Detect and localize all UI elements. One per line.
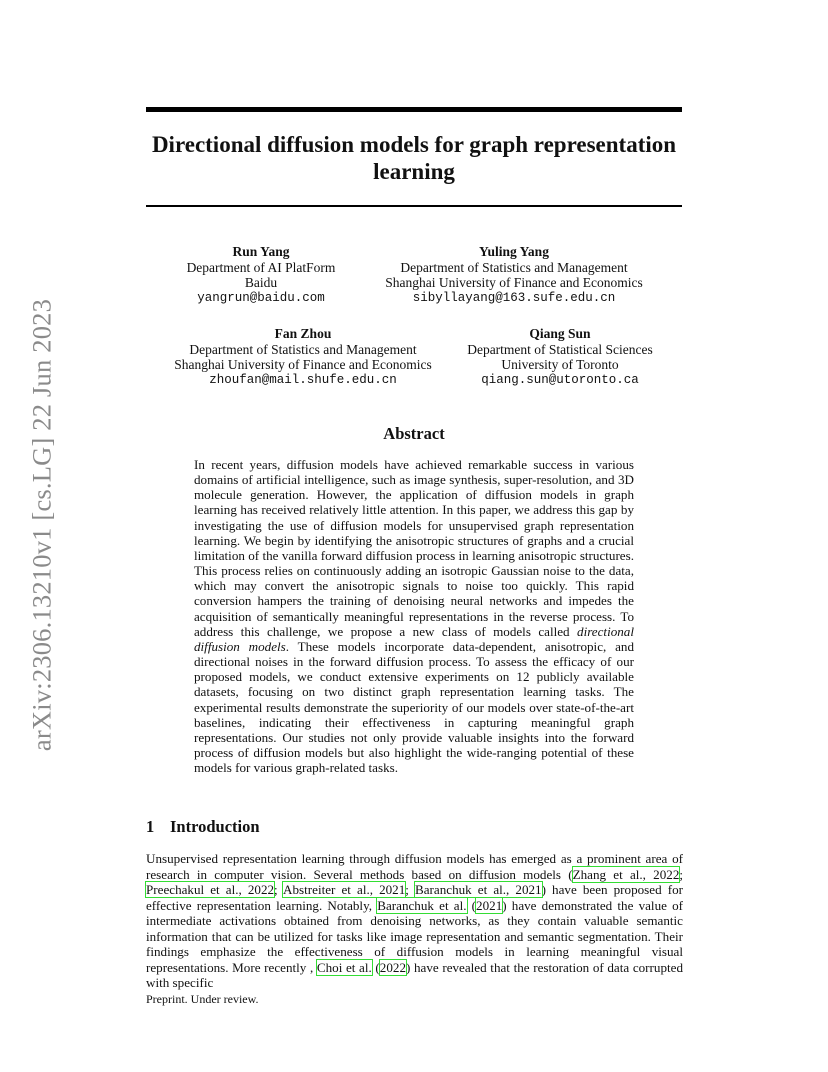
author-name: Run Yang — [232, 244, 290, 259]
intro-text: ) have revealed that the restoration of data corrupted with specific — [146, 959, 683, 990]
intro-paragraph — [146, 851, 683, 991]
paper-title: Directional diffusion models for graph representation learning — [151, 132, 677, 184]
author-institution: Shanghai University of Finance and Economics — [385, 275, 643, 290]
author-institution: Baidu — [244, 275, 278, 290]
footer-note: Preprint. Under review. — [146, 992, 259, 1006]
author-affiliation: Department of AI PlatForm — [186, 259, 336, 275]
author-email[interactable]: sibyllayang@163.sufe.edu.cn — [412, 290, 616, 305]
citation-link[interactable]: Zhang et al., 2022 — [572, 866, 680, 882]
author-email[interactable]: qiang.sun@utoronto.ca — [481, 372, 639, 387]
arxiv-side-stamp: arXiv:2306.13210v1 [cs.LG] 22 Jun 2023 — [26, 298, 57, 752]
author-affiliation: Department of Statistical Sciences — [467, 341, 653, 357]
citation-link[interactable]: Abstreiter et al., 2021 — [283, 882, 406, 897]
citation-link[interactable]: 2022 — [379, 959, 406, 975]
intro-text: Unsupervised representation learning through diffusion models has emerged as a prominent area of research in computer vision. Several methods based on diffusion models ( — [146, 851, 683, 882]
abstract-text: . These models incorporate data-dependent, anisotropic, and directional noises in the forward diffusion process. To assess the efficacy of our proposed models, we conduct extensive experiments on 12 publicly available datasets, focusing on two distinct graph representation learning tasks. The experimental results demonstrate the superiority of our models over state-of-the-art baselines, indicating their effectiveness in capturing meaningful graph representations. Our studies not only provide valuable insights into the forward process of diffusion models but also highlight the wide-ranging potential of these models for various graph-related tasks. — [194, 638, 634, 776]
citation-link[interactable]: Baranchuk et al., 2021 — [415, 882, 542, 897]
abstract-emphasis: directional diffusion models — [194, 623, 634, 654]
author-block — [370, 244, 658, 306]
author-block — [446, 326, 674, 388]
author-block — [160, 326, 446, 388]
author-name: Yuling Yang — [479, 244, 549, 259]
author-institution: University of Toronto — [501, 357, 619, 372]
citation-link[interactable]: Baranchuk et al. — [377, 897, 467, 913]
intro-text: ( — [371, 959, 380, 975]
author-email[interactable]: zhoufan@mail.shufe.edu.cn — [209, 372, 397, 387]
intro-text: ; — [679, 866, 684, 882]
author-affiliation: Department of Statistics and Management — [400, 259, 628, 275]
intro-text: ; — [274, 882, 284, 897]
section-number: 1 — [146, 817, 155, 836]
intro-text: ) have demonstrated the value of intermediate activations obtained from denoising networks, as they contain valuable semantic information that can be utilized for tasks like image representation and semantic segmentation. Their findings emphasize the effectiveness of diffusion models in learning meaningful visual representations. More recently , — [146, 897, 684, 975]
author-institution: Shanghai University of Finance and Economics — [174, 357, 432, 372]
author-block — [146, 244, 376, 306]
title-bottom-rule — [146, 205, 682, 207]
abstract-body — [194, 457, 634, 775]
section-title: Introduction — [170, 817, 260, 836]
citation-link[interactable]: Choi et al. — [316, 959, 372, 975]
abstract-heading: Abstract — [383, 424, 445, 443]
citation-link[interactable]: Preechakul et al., 2022 — [146, 882, 275, 897]
author-name: Fan Zhou — [274, 326, 332, 341]
intro-text: ( — [466, 897, 477, 913]
author-name: Qiang Sun — [529, 326, 591, 341]
citation-link[interactable]: 2021 — [476, 897, 503, 913]
abstract-text: In recent years, diffusion models have achieved remarkable success in various domains of artificial intelligence, such as image synthesis, super-resolution, and 3D molecule generation. However, the application of diffusion models in graph learning has received relatively little attention. In this paper, we address this gap by investigating the use of diffusion models for unsupervised graph representation learning. We begin by identifying the anisotropic structures of graphs and a crucial limitation of the vanilla forward diffusion process in learning anisotropic structures. This process relies on continuously adding an isotropic Gaussian noise to the data, which may convert the anisotropic signals to noise too quickly. This rapid conversion hampers the training of denoising neural networks and impedes the acquisition of semantically meaningful representations in the reverse process. To address this challenge, we propose a new class of models called — [194, 457, 634, 639]
intro-text: ; — [405, 882, 415, 897]
title-top-rule — [146, 107, 682, 112]
section-heading — [146, 817, 260, 837]
intro-text: ) have been proposed for effective representation learning. Notably, — [146, 882, 683, 913]
author-email[interactable]: yangrun@baidu.com — [197, 290, 325, 305]
author-affiliation: Department of Statistics and Management — [189, 341, 417, 357]
